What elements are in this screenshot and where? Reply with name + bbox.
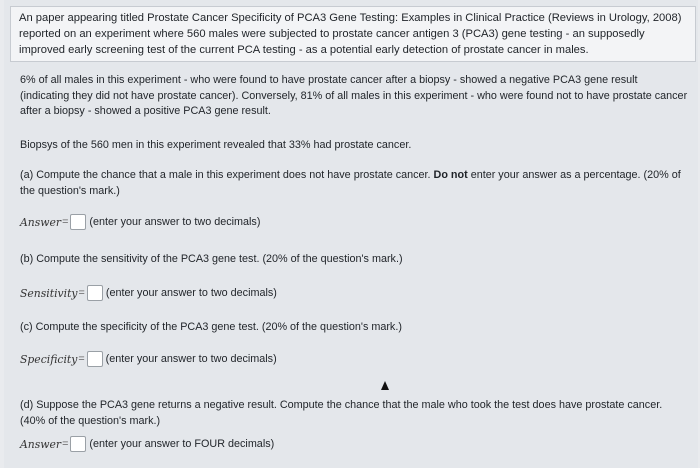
answer-d-label: Answer <box>20 437 62 451</box>
question-a-text <box>20 168 690 199</box>
answer-b-label: Sensitivity <box>20 286 78 300</box>
answer-d-hint: (enter your answer to FOUR decimals) <box>89 438 275 450</box>
answer-c-input[interactable] <box>87 351 103 367</box>
question-c-text: (c) Compute the specificity of the PCA3 gene test. (20% of the question's mark.) <box>20 321 402 333</box>
answer-b-row <box>20 284 277 302</box>
answer-c-row <box>20 350 277 368</box>
question-a-text-after: enter your answer as a percentage. (20% of the question's mark.) <box>20 169 681 197</box>
answer-a-row <box>20 213 260 231</box>
answer-a-label: Answer <box>20 215 62 229</box>
answer-d-row <box>20 435 274 453</box>
data-paragraph: 6% of all males in this experiment - who were found to have prostate cancer after a biopsy - showed a negative PCA3 gene result (indicating they did not have prostate cancer). Conversely, 81% of all males in this experiment - who were found not to have prostate cancer after a biopsy - showed a positive PCA3 gene result. <box>20 74 688 117</box>
equals-sign: = <box>78 353 85 365</box>
answer-a-input[interactable] <box>70 214 86 230</box>
question-d-text: (d) Suppose the PCA3 gene returns a negative result. Compute the chance that the male who took the test does have prostate cancer. (40% of the question's mark.) <box>20 399 663 427</box>
answer-d-input[interactable] <box>70 436 86 452</box>
answer-c-hint: (enter your answer to two decimals) <box>105 353 277 365</box>
equals-sign: = <box>78 287 85 299</box>
mouse-cursor-icon <box>381 381 389 390</box>
answer-b-hint: (enter your answer to two decimals) <box>105 287 277 299</box>
question-a-text-before: (a) Compute the chance that a male in this experiment does not have prostate cancer. <box>20 169 431 181</box>
question-b-text: (b) Compute the sensitivity of the PCA3 gene test. (20% of the question's mark.) <box>20 253 403 265</box>
equals-sign: = <box>62 216 69 228</box>
answer-b-input[interactable] <box>87 285 103 301</box>
question-page <box>4 0 698 468</box>
intro-paragraph: An paper appearing titled Prostate Cancer Specificity of PCA3 Gene Testing: Examples in Clinical Practice (Reviews in Urology, 2008) reported on an experiment where 560 males were subjected to prostate cancer antigen 3 (PCA3) gene testing - an supposedly improved early screening test of the current PCA testing - as a potential early detection of prostate cancer in males. <box>10 6 696 62</box>
answer-c-label: Specificity <box>20 352 78 366</box>
equals-sign: = <box>62 438 69 450</box>
biopsy-paragraph: Biopsys of the 560 men in this experiment revealed that 33% had prostate cancer. <box>20 139 412 151</box>
answer-a-hint: (enter your answer to two decimals) <box>89 216 261 228</box>
question-a-emphasis: Do not <box>433 169 468 181</box>
